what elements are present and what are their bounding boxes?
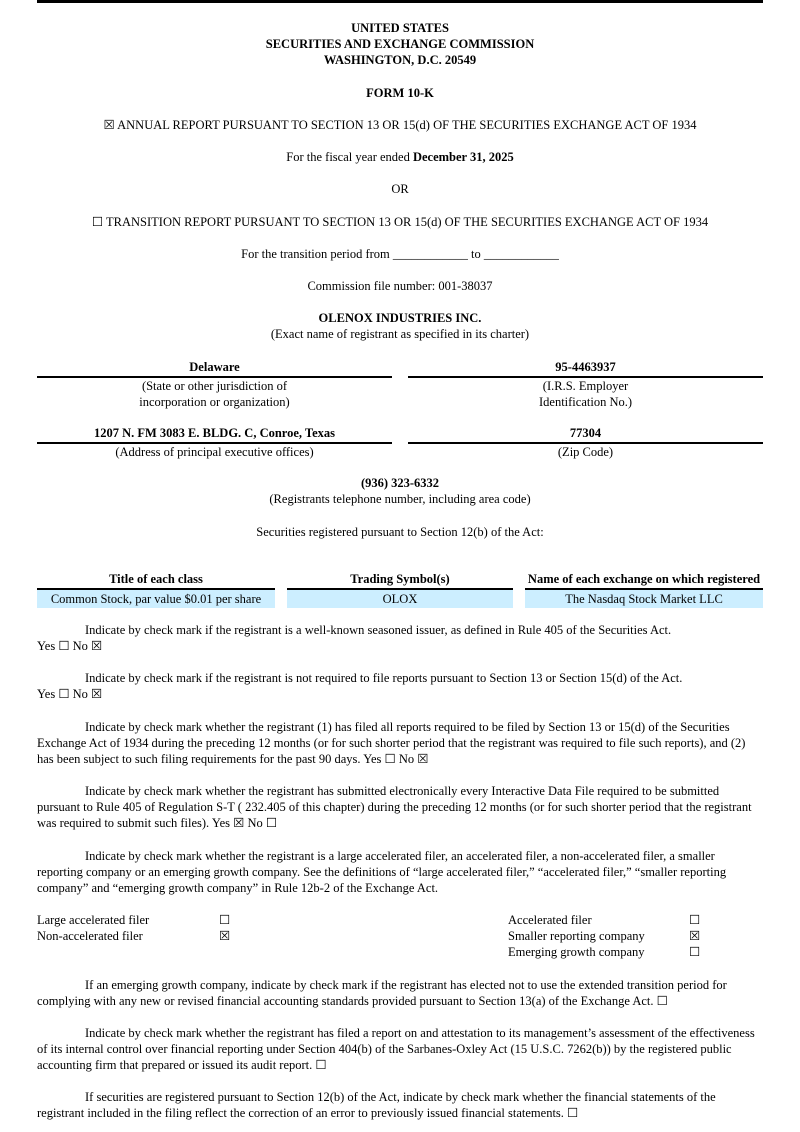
irs-column — [408, 359, 763, 410]
emerging-growth-election-question: If an emerging growth company, indicate by check mark if the registrant has elected not to use the extended transition period for complying with any new or revised financial accounting standards provided pursuant to Section 13(a) of the Exchange Act. ☐ — [37, 978, 727, 1008]
registrant-name: OLENOX INDUSTRIES INC. — [318, 311, 482, 325]
large-accelerated-filer-checkbox: ☐ — [219, 913, 231, 927]
error-correction-question: If securities are registered pursuant to Section 12(b) of the Act, indicate by check mark whether the financial statements of the registrant included in the filing reflect the correction of an error to previously issued financial statements. ☐ — [37, 1090, 716, 1120]
wksi-answer: Yes ☐ No ☒ — [37, 639, 103, 653]
telephone-number: (936) 323-6332 — [360, 476, 440, 490]
zip-caption: (Zip Code) — [557, 445, 614, 459]
table-row — [37, 590, 763, 608]
icfr-attestation-question: Indicate by check mark whether the registrant has filed a report on and attestation to its management’s assessment of the effectiveness of its internal control over financial reporting under Section 404(b) of the Sarbanes-Oxley Act (15 U.S.C. 7262(b)) by the registered public accounting firm that prepared or issued its audit report. ☐ — [37, 1026, 755, 1072]
large-accelerated-filer-label: Large accelerated filer — [37, 913, 150, 927]
not-required-question-text: Indicate by check mark if the registrant is not required to file reports pursuant to Section 13 or Section 15(d) of the Act. — [85, 671, 683, 685]
column-header-title: Title of each class — [37, 553, 275, 590]
header-line-1: UNITED STATES — [351, 21, 449, 35]
agency-header — [37, 20, 763, 68]
accelerated-filer-label: Accelerated filer — [508, 913, 592, 927]
filer-category-question: Indicate by check mark whether the registrant is a large accelerated filer, an accelerated filer, a non-accelerated filer, a smaller reporting company or an emerging growth company. See the definitions of “large accelerated filer,” “accelerated filer,” “smaller reporting company” and “emerging growth company” in Rule 12b-2 of the Exchange Act. — [37, 849, 727, 895]
zip-column — [408, 425, 763, 460]
securities-table-header — [37, 553, 763, 590]
top-rule — [37, 0, 763, 3]
accelerated-filer-checkbox: ☐ — [689, 913, 701, 927]
fiscal-year-prefix: For the fiscal year ended — [286, 150, 413, 164]
interactive-data-question: Indicate by check mark whether the registrant has submitted electronically every Interactive Data File required to be submitted pursuant to Rule 405 of Regulation S-T ( 232.405 of this chapter) during the preceding 12 months (or for such shorter period that the registrant was required to submit such files). Yes ☒ No ☐ — [37, 784, 752, 830]
fiscal-year-line — [37, 149, 763, 165]
filed-all-reports-question: Indicate by check mark whether the registrant (1) has filed all reports required to be filed by Section 13 or 15(d) of the Securities Exchange Act of 1934 during the preceding 12 months (or for such shorter period that the registrant was required to file such reports), and (2) has been subject to such filing requirements for the past 90 days. Yes ☐ No ☒ — [37, 720, 746, 766]
security-title: Common Stock, par value $0.01 per share — [37, 590, 275, 608]
transition-period-line: For the transition period from ____________ to ____________ — [241, 247, 559, 261]
emerging-growth-company-checkbox: ☐ — [689, 945, 701, 959]
non-accelerated-filer-checkbox: ☒ — [219, 929, 231, 943]
irs-employer-id: 95-4463937 — [408, 359, 763, 378]
state-caption-1: (State or other jurisdiction of — [141, 379, 288, 393]
securities-table — [37, 553, 763, 608]
irs-caption-1: (I.R.S. Employer — [542, 379, 629, 393]
address-column — [37, 425, 392, 460]
state-caption-2: incorporation or organization) — [139, 395, 290, 409]
emerging-growth-company-label: Emerging growth company — [508, 945, 645, 959]
column-header-exchange: Name of each exchange on which registered — [525, 553, 763, 590]
annual-report-checkbox-line: ☒ ANNUAL REPORT PURSUANT TO SECTION 13 OR 15(d) OF THE SECURITIES EXCHANGE ACT OF 1934 — [103, 118, 697, 132]
commission-file-number: Commission file number: 001-38037 — [307, 279, 493, 293]
registrant-name-caption: (Exact name of registrant as specified in its charter) — [270, 327, 530, 341]
fiscal-year-end: December 31, 2025 — [412, 150, 514, 164]
non-accelerated-filer-label: Non-accelerated filer — [37, 929, 143, 943]
section-12b-intro: Securities registered pursuant to Section 12(b) of the Act: — [256, 525, 544, 539]
telephone-caption: (Registrants telephone number, including area code) — [269, 492, 531, 506]
header-line-3: WASHINGTON, D.C. 20549 — [323, 53, 477, 67]
smaller-reporting-company-checkbox: ☒ — [689, 929, 701, 943]
column-header-symbol: Trading Symbol(s) — [287, 553, 513, 590]
or-separator: OR — [391, 182, 409, 196]
not-required-question — [37, 670, 763, 702]
principal-office-address: 1207 N. FM 3083 E. BLDG. C, Conroe, Texas — [37, 425, 392, 444]
phone-block — [37, 475, 763, 507]
exchange-name: The Nasdaq Stock Market LLC — [525, 590, 763, 608]
state-of-incorporation: Delaware — [37, 359, 392, 378]
irs-caption-2: Identification No.) — [538, 395, 633, 409]
wksi-question-text: Indicate by check mark if the registrant is a well-known seasoned issuer, as defined in Rule 405 of the Securities Act. — [85, 623, 672, 637]
header-line-2: SECURITIES AND EXCHANGE COMMISSION — [265, 37, 535, 51]
not-required-answer: Yes ☐ No ☒ — [37, 687, 103, 701]
wksi-question — [37, 622, 763, 654]
address-caption: (Address of principal executive offices) — [115, 445, 314, 459]
form-type: FORM 10-K — [366, 86, 434, 100]
transition-report-checkbox-line: ☐ TRANSITION REPORT PURSUANT TO SECTION 13 OR 15(d) OF THE SECURITIES EXCHANGE ACT OF 1934 — [91, 215, 709, 229]
zip-code: 77304 — [408, 425, 763, 444]
smaller-reporting-company-label: Smaller reporting company — [508, 929, 645, 943]
registrant-name-block — [37, 310, 763, 342]
state-column — [37, 359, 392, 410]
trading-symbol: OLOX — [287, 590, 513, 608]
